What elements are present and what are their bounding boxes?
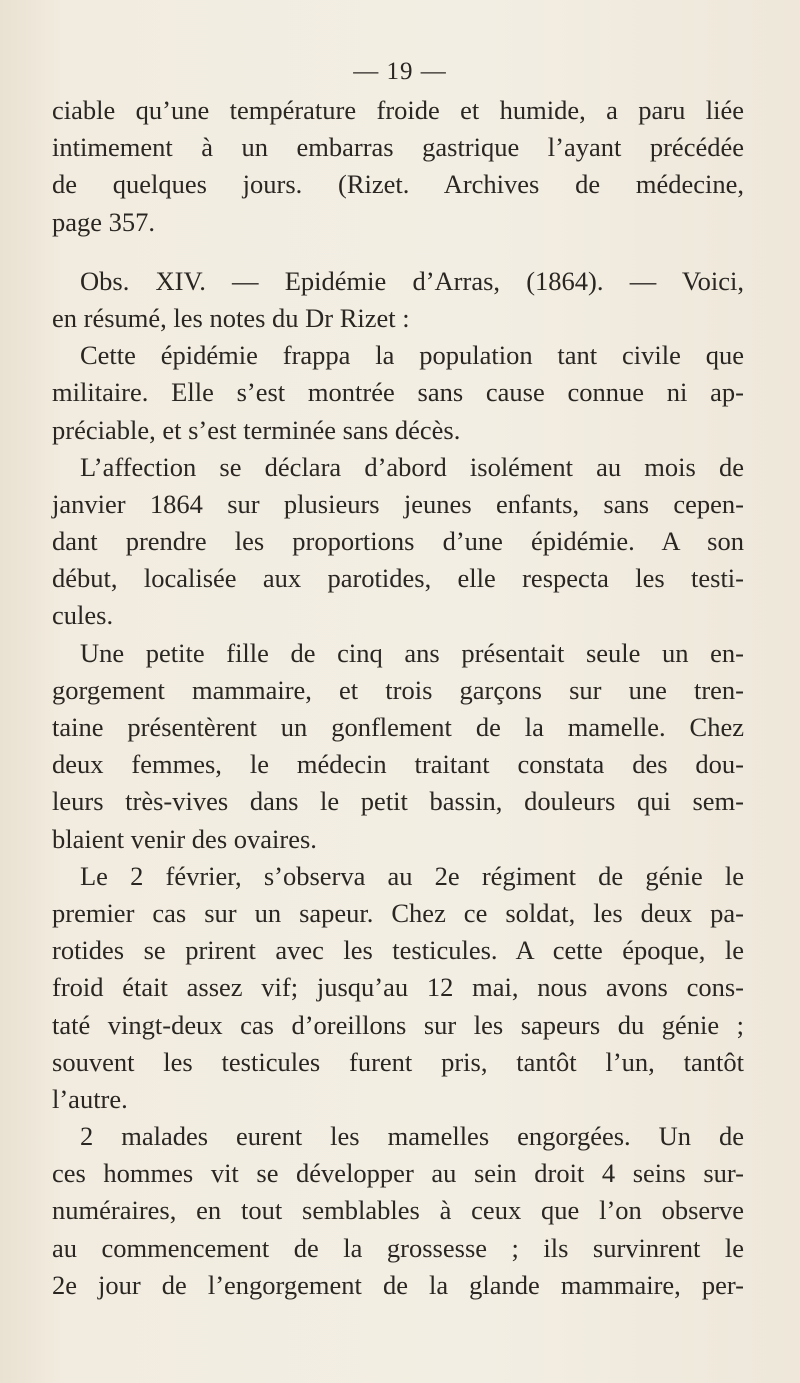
page-body	[52, 92, 744, 1304]
text-line: dant prendre les proportions d’une épidémie. A son	[52, 526, 744, 557]
text-line: gorgement mammaire, et trois garçons sur une tren-	[52, 674, 744, 705]
text-line: taté vingt-deux cas d’oreillons sur les sapeurs du génie ;	[52, 1009, 744, 1040]
text-line: au commencement de la grossesse ; ils survinrent le	[52, 1232, 744, 1263]
observation-heading: Obs. XIV. — Epidémie d’Arras, (1864). — Voici,	[80, 265, 744, 296]
text-line: Une petite fille de cinq ans présentait seule un en-	[80, 637, 744, 668]
text-line: de quelques jours. (Rizet. Archives de médecine,	[52, 169, 744, 200]
text-line: blaient venir des ovaires.	[52, 823, 317, 854]
text-line: intimement à un embarras gastrique l’ayant précédée	[52, 132, 744, 163]
text-line: 2e jour de l’engorgement de la glande mammaire, per-	[52, 1269, 744, 1300]
text-line: préciable, et s’est terminée sans décès.	[52, 414, 461, 445]
text-line: page 357.	[52, 206, 156, 237]
text-line: en résumé, les notes du Dr Rizet :	[52, 302, 410, 333]
text-line: Le 2 février, s’observa au 2e régiment de génie le	[80, 860, 744, 891]
text-line: souvent les testicules furent pris, tantôt l’un, tantôt	[52, 1046, 744, 1077]
text-line: numéraires, en tout semblables à ceux que l’on observe	[52, 1195, 744, 1226]
text-line: militaire. Elle s’est montrée sans cause connue ni ap-	[52, 377, 744, 408]
text-line: cules.	[52, 600, 114, 631]
text-line: 2 malades eurent les mamelles engorgées. Un de	[80, 1121, 744, 1152]
text-line: l’autre.	[52, 1083, 128, 1114]
text-line: L’affection se déclara d’abord isolément au mois de	[80, 451, 744, 482]
text-line: rotides se prirent avec les testicules. A cette époque, le	[52, 935, 744, 966]
text-line: janvier 1864 sur plusieurs jeunes enfants, sans cepen-	[52, 488, 744, 519]
text-line: premier cas sur un sapeur. Chez ce soldat, les deux pa-	[52, 897, 744, 928]
text-line: ciable qu’une température froide et humide, a paru liée	[52, 95, 744, 125]
text-line: taine présentèrent un gonflement de la mamelle. Chez	[52, 712, 744, 742]
text-line: début, localisée aux parotides, elle respecta les testi-	[52, 563, 744, 594]
text-line: leurs très-vives dans le petit bassin, douleurs qui sem-	[52, 786, 744, 817]
paragraph-gap	[52, 241, 744, 263]
text-line: Cette épidémie frappa la population tant civile que	[80, 340, 744, 371]
text-line: froid était assez vif; jusqu’au 12 mai, nous avons cons-	[52, 972, 744, 1003]
text-line: deux femmes, le médecin traitant constata des dou-	[52, 749, 744, 780]
text-line: ces hommes vit se développer au sein droit 4 seins sur-	[52, 1158, 744, 1189]
page-number: — 19 —	[353, 58, 447, 85]
